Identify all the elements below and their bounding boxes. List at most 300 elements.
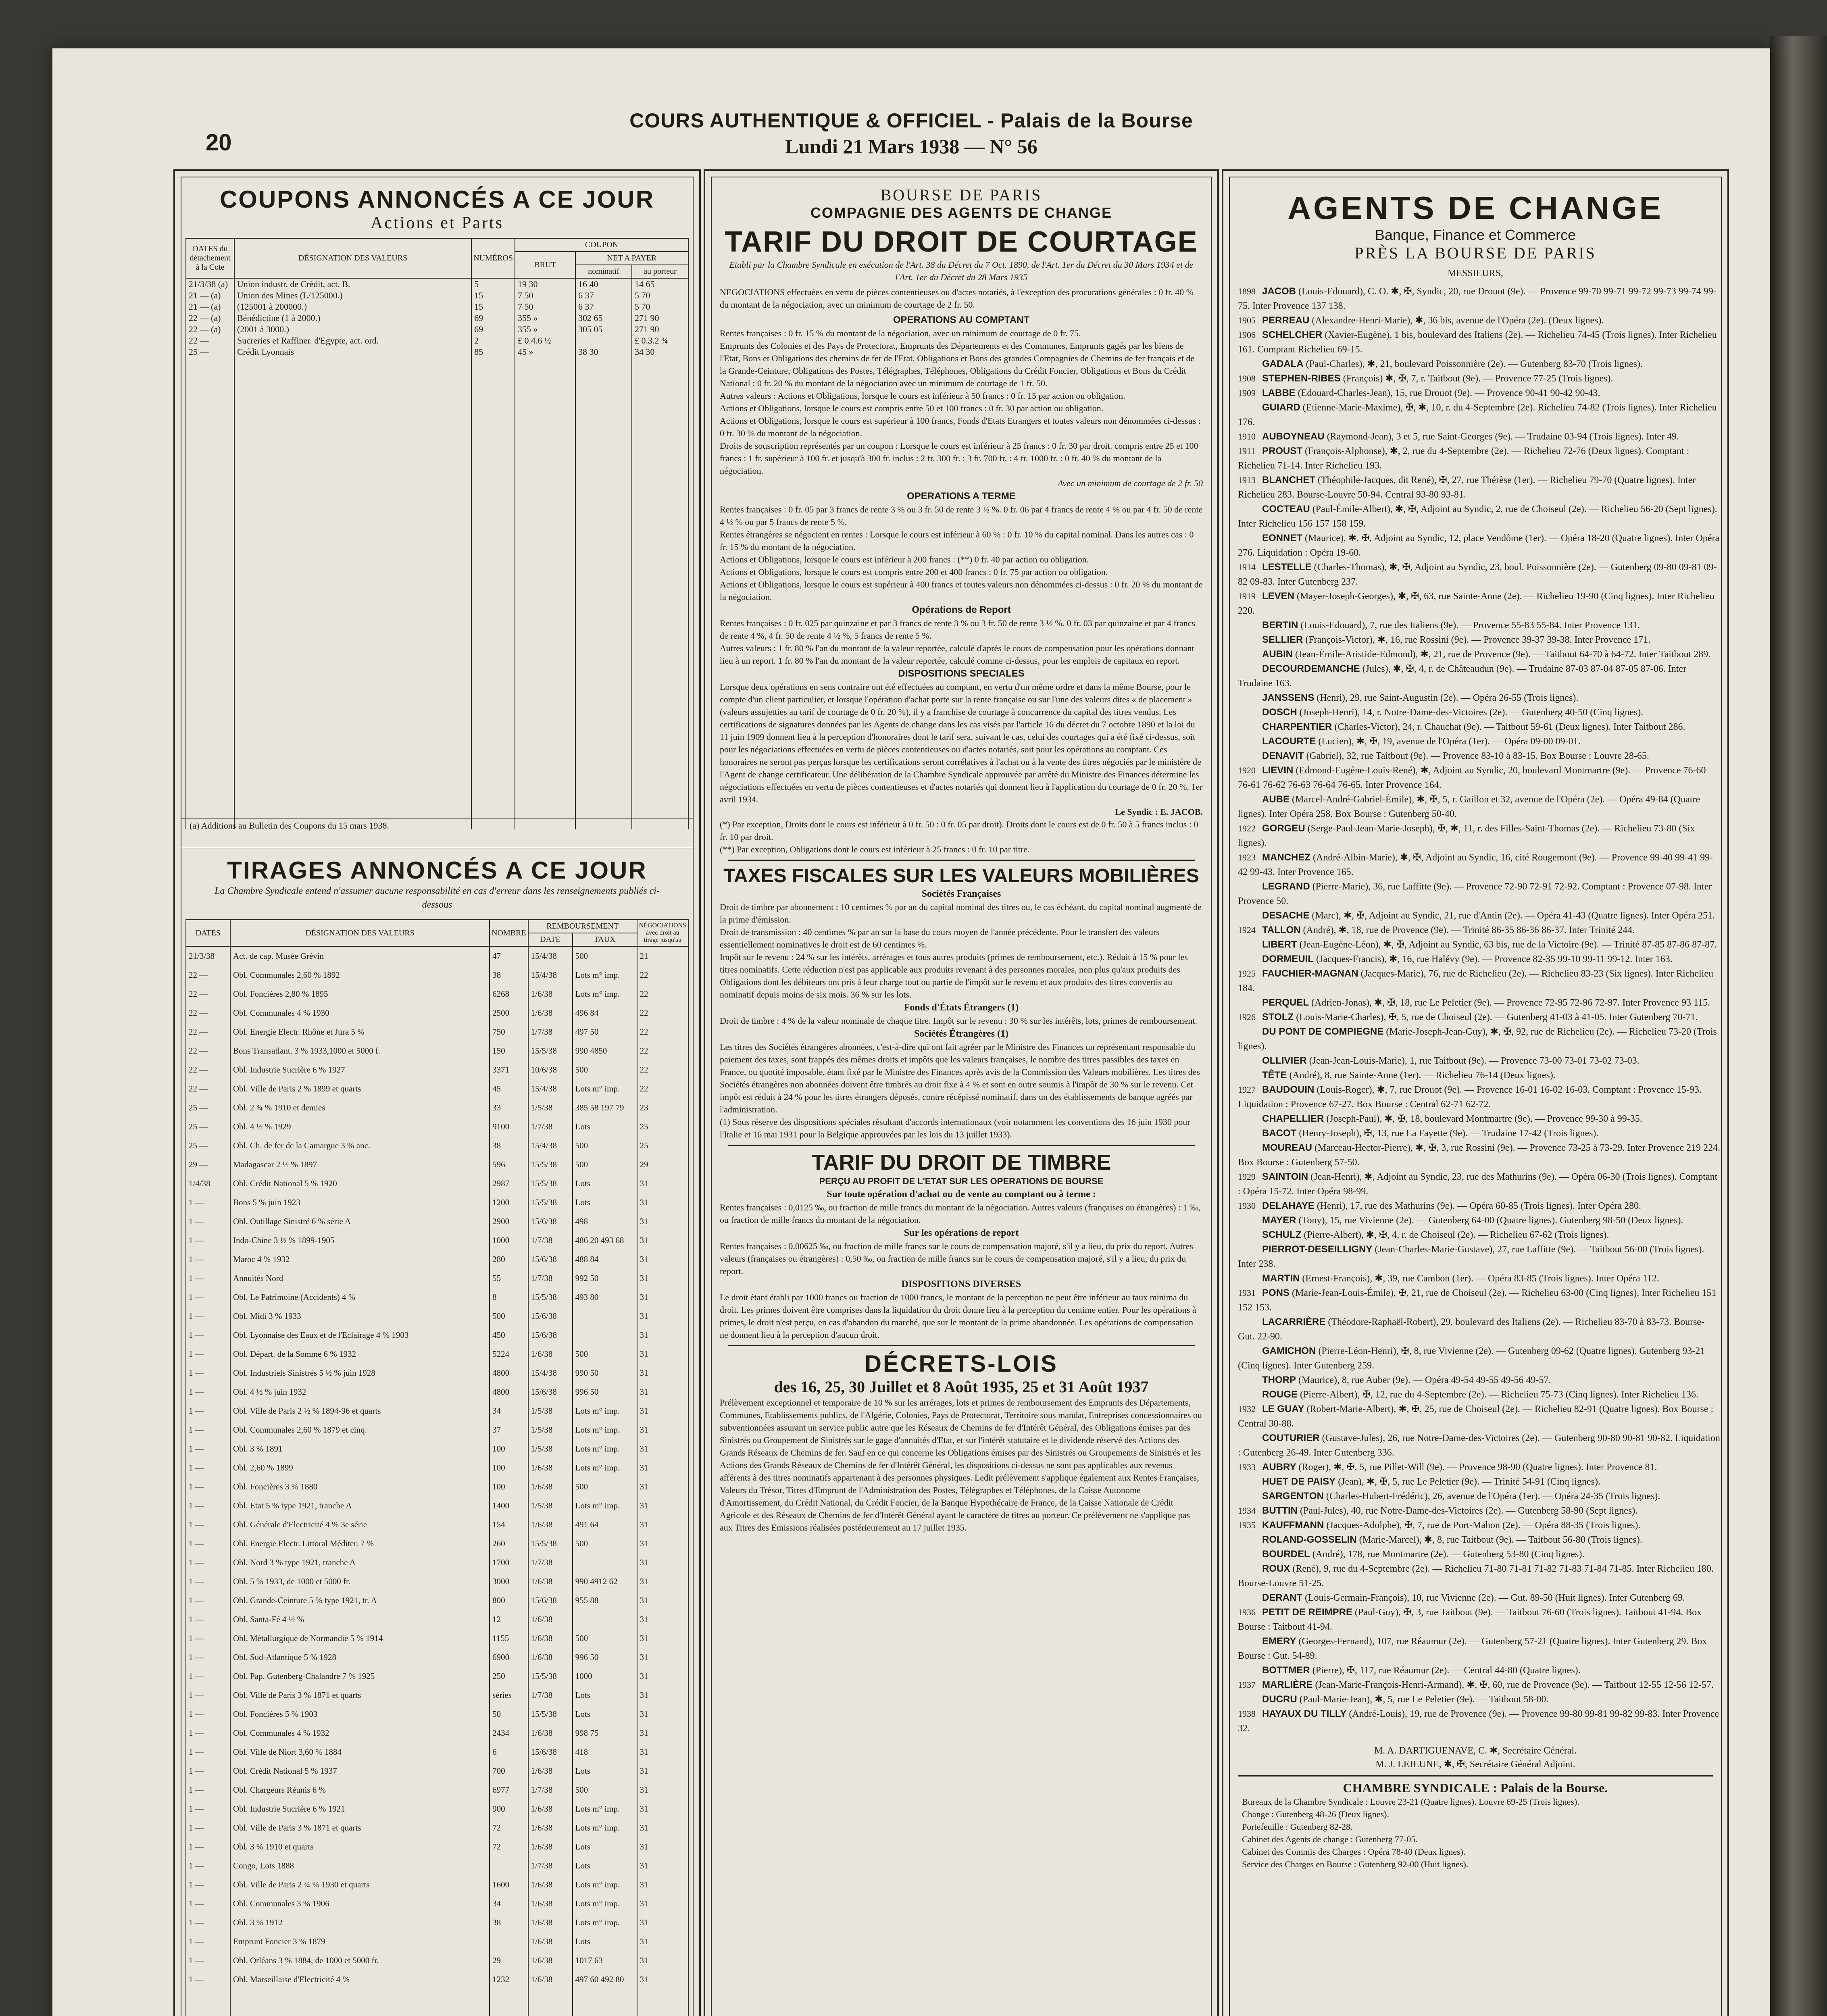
agent-name: PETIT DE REIMPRE — [1262, 1607, 1353, 1618]
agent-entry — [1230, 328, 1721, 357]
tirage-cell-name: Obl. Départ. de la Somme 6 % 1932 — [230, 1345, 490, 1364]
agent-entry — [1230, 1010, 1721, 1025]
tirage-cell-x: 31 — [637, 1420, 688, 1439]
tirage-cell-t: Lots m° imp. — [573, 1875, 637, 1894]
tirage-cell-n: 34 — [490, 1894, 528, 1913]
tirage-cell-x: 31 — [637, 1439, 688, 1458]
agent-entry — [1230, 560, 1721, 589]
tirage-cell-d: 1/7/38 — [528, 1231, 573, 1250]
tirage-cell-t: Lots — [573, 1117, 637, 1136]
agent-entry — [1230, 284, 1721, 313]
tirage-cell-date: 1 — — [186, 1553, 230, 1572]
h-etr: Sociétés Étrangères (1) — [914, 1029, 1009, 1039]
tirage-cell-n: 47 — [490, 946, 528, 966]
tirage-cell-name: Obl. Ville de Paris 3 % 1871 et quarts — [230, 1818, 490, 1837]
tirage-cell-t: 1017 63 — [573, 1951, 637, 1970]
agent-name: MARLIÈRE — [1262, 1679, 1313, 1690]
tirage-cell-n: 6268 — [490, 985, 528, 1004]
tirage-cell-name: Obl. Sud-Atlantique 5 % 1928 — [230, 1648, 490, 1667]
tirage-cell-name: Obl. Nord 3 % type 1921, tranche A — [230, 1553, 490, 1572]
coupon-cell-port: 5 70 — [632, 290, 688, 301]
coupons-title: COUPONS ANNONCÉS A CE JOUR — [219, 186, 655, 213]
agent-details: (Edouard-Charles-Jean), 15, rue Drouot (9e). — Provence 90-41 90-42 90-43. — [1295, 388, 1600, 398]
agent-name: GADALA — [1262, 358, 1304, 369]
agent-entry — [1230, 589, 1721, 618]
tirage-row — [186, 1364, 688, 1383]
tirage-cell-d: 1/5/38 — [528, 1402, 573, 1420]
tirage-cell-t: Lots m° imp. — [573, 1799, 637, 1818]
agent-details: (Robert-Marie-Albert), ✱, ✠, 25, rue de Choiseul (2e). — Richelieu 82-91 (Quatre lignes). Box Bourse : Central 30-88. — [1238, 1404, 1714, 1429]
tirage-cell-t: Lots m° imp. — [573, 1818, 637, 1837]
tirage-cell-x: 31 — [637, 1496, 688, 1515]
tirage-cell-date: 1 — — [186, 1629, 230, 1648]
tirage-cell-x: 31 — [637, 1591, 688, 1610]
agent-name: GAMICHON — [1262, 1345, 1316, 1356]
agent-details: (Etienne-Marie-Maxime), ✠, ✱, 10, r. du 4-Septembre (2e). Richelieu 74-82 (Trois lignes). Inter Richelieu 176. — [1238, 402, 1717, 427]
agent-name: SAINTOIN — [1262, 1171, 1308, 1182]
tirage-cell-d: 1/7/38 — [528, 1781, 573, 1799]
agent-details: (Jean), ✱, ✠, 5, rue Le Peletier (9e). — Trinité 54-91 (Cinq lignes). — [1335, 1477, 1601, 1487]
tirage-cell-d: 1/6/38 — [528, 1458, 573, 1477]
taxes-etr: Les titres des Sociétés étrangères abonnées, c'est-à-dire qui ont fait agréer par le Ministre des Finances un représentant responsable du paiement des taxes, sont frappés des mêmes droits et impôts que les valeurs françaises, le nombre des titres passibles des taxes en France, ou quotité imposable, étant fixé par le Ministre des Finances après avis de la Commission des Valeurs mobilières. Les titres des Sociétés étrangères non abonnées doivent être timbrés au droit fixe à 4 % et sont en outre soumis à l'impôt de 30 % sur le revenu. Cet impôt est réduit à 24 % pour les titres étrangers déposés, contre récépissé nominatif, dans un des établissements de banque agréés par l'administration. — [720, 1042, 1200, 1114]
tirage-cell-name: Obl. Générale d'Electricité 4 % 3e série — [230, 1515, 490, 1534]
tirage-cell-name: Obl. Crédit National 5 % 1937 — [230, 1762, 490, 1781]
agent-name: SCHULZ — [1262, 1229, 1302, 1240]
agent-year: 1925 — [1238, 968, 1256, 979]
tirage-cell-t: 488 84 — [573, 1250, 637, 1269]
coupon-rows — [186, 278, 688, 829]
agent-details: (Marc), ✱, ✠, Adjoint au Syndic, 21, rue d'Antin (2e). — Opéra 41-43 (Quatre lignes). Inter Opéra 251. — [1309, 910, 1715, 921]
tirage-cell-x: 22 — [637, 966, 688, 985]
tirage-cell-name: Bons 5 % juin 1923 — [230, 1193, 490, 1212]
tirage-cell-n: 72 — [490, 1837, 528, 1856]
coupon-cell-nom: 302 65 — [575, 312, 632, 324]
tirage-cell-date: 22 — — [186, 1023, 230, 1041]
tirage-cell-date: 1 — — [186, 1515, 230, 1534]
agent-name: LEGRAND — [1262, 881, 1310, 892]
tirage-cell-x: 31 — [637, 1269, 688, 1288]
tirage-row — [186, 1894, 688, 1913]
agent-entry — [1230, 1591, 1721, 1605]
tirage-cell-name: Obl. Outillage Sinistré 6 % série A — [230, 1212, 490, 1231]
tirage-cell-date: 21/3/38 — [186, 946, 230, 966]
coupon-cell-name: Union industr. de Crédit, act. B. — [234, 278, 471, 290]
tirage-cell-x: 31 — [637, 1913, 688, 1932]
tirage-row — [186, 1818, 688, 1837]
tirage-row — [186, 1250, 688, 1269]
tirage-cell-date: 1 — — [186, 1288, 230, 1307]
agent-name: SELLIER — [1262, 634, 1303, 645]
tirage-cell-date: 22 — — [186, 985, 230, 1004]
tirage-cell-n: 2500 — [490, 1004, 528, 1023]
agent-entry — [1230, 966, 1721, 996]
agent-entry — [1230, 1141, 1721, 1170]
agent-name: HUET DE PAISY — [1262, 1476, 1336, 1487]
tirage-cell-d: 1/6/38 — [528, 1515, 573, 1534]
agent-name: BLANCHET — [1262, 475, 1315, 485]
tirage-cell-n: 2900 — [490, 1212, 528, 1231]
tirage-cell-n — [490, 1932, 528, 1951]
agent-details: (Xavier-Eugène), 1 bis, boulevard des Italiens (2e). — Richelieu 74-45 (Trois lignes). Inter Richelieu 161. Comptant Richelieu 69-15. — [1238, 330, 1717, 355]
tirage-cell-date: 1 — — [186, 1439, 230, 1458]
agent-name: BOTTMER — [1262, 1665, 1310, 1676]
tirage-cell-n: 1400 — [490, 1496, 528, 1515]
coupon-cell-brut: 355 » — [515, 324, 575, 335]
agent-name: BACOT — [1262, 1128, 1297, 1139]
tirage-row — [186, 1875, 688, 1894]
tirage-cell-x: 31 — [637, 1724, 688, 1743]
fn2: (**) Par exception, Obligations dont le cours est inférieur à 25 francs : 0 fr. 10 par titre. — [720, 844, 1030, 854]
tirage-cell-t: Lots m° imp. — [573, 1894, 637, 1913]
agent-name: DOSCH — [1262, 707, 1297, 718]
tirage-cell-t: Lots — [573, 1837, 637, 1856]
tirage-cell-n: 6977 — [490, 1781, 528, 1799]
tirage-cell-d: 1/6/38 — [528, 1648, 573, 1667]
agent-details: (Maurice), 8, rue Auber (9e). — Opéra 49-54 49-55 49-56 49-57. — [1296, 1375, 1551, 1385]
tirage-cell-t: 493 80 — [573, 1288, 637, 1307]
agent-entry — [1230, 691, 1721, 705]
tirage-cell-name: Obl. Foncières 3 % 1880 — [230, 1477, 490, 1496]
coupon-cell-name: (125001 à 200000.) — [234, 301, 471, 312]
tirage-cell-x: 21 — [637, 946, 688, 966]
agent-year: 1924 — [1238, 925, 1256, 935]
tirage-cell-date: 25 — — [186, 1117, 230, 1136]
tirage-cell-n: 4800 — [490, 1383, 528, 1402]
col-brut: BRUT — [515, 252, 575, 278]
agent-name: DECOURDEMANCHE — [1262, 663, 1360, 674]
timbre-subtitle: PERÇU AU PROFIT DE L'ETAT SUR LES OPERATIONS DE BOURSE — [819, 1176, 1104, 1186]
coupon-cell-date: 21 — (a) — [186, 290, 234, 301]
tirage-cell-d: 15/4/38 — [528, 966, 573, 985]
agent-name: AUBOYNEAU — [1262, 431, 1325, 442]
tirage-cell-x: 31 — [637, 1894, 688, 1913]
agent-name: DENAVIT — [1262, 750, 1304, 761]
tirage-cell-t: Lots m° imp. — [573, 1913, 637, 1932]
coupon-row — [186, 346, 688, 358]
comptant-item: Autres valeurs : Actions et Obligations, lorsque le cours est inférieur à 50 francs : 0 fr. 15 par action ou obligation. — [720, 391, 1125, 401]
tirage-row — [186, 1117, 688, 1136]
agent-name: AUBRY — [1262, 1462, 1296, 1472]
chambre-title: CHAMBRE SYNDICALE : Palais de la Bourse. — [1343, 1781, 1608, 1795]
spec-text: Lorsque deux opérations en sens contraire ont été effectuées au comptant, en vertu d'un même ordre et dans la même Bourse, pour le compte d'un client particulier, et lorsque l'opération d'achat porte sur la rente française ou sur l'une des valeurs dites « de placement » (valeurs assujetties au tarif de courtage de 0 fr. 20 %), il y a franchise de courtage à concurrence du capital des titres vendus. Les certifications de signatures données par les Agents de change dans les cas visés par l'article 16 du décret du 7 octobre 1890 et la loi du 11 juin 1909 donnent lieu à la perception d'honoraires dont le tarif sera, suivant le cas, celui des courtages qui a été fixé ci-dessus, soit pour les négociations effectuées en vertu de pièces contentieuses ou d'actes notariés, soit pour les opérations au comptant. Ces honoraires ne seront pas perçus lorsque les certifications seront corrélatives à l'achat ou à la vente des titres négociés par le ministère de l'Agent de change certificateur. Une délibération de la Chambre Syndicale approuvée par arrêté du Ministre des Finances détermine les négociations effectuées en vertu de pièces contentieuses et d'actes notariés qui donnent lieu à l'application du courtage de 0 fr. 20 %. 1er avril 1934. — [720, 682, 1203, 804]
tirage-row — [186, 1079, 688, 1098]
coupon-cell-brut: £ 0.4.6 ½ — [515, 335, 575, 346]
agent-year: 1922 — [1238, 823, 1256, 833]
agent-details: (André-Louis), 19, rue de Provence (9e). — Provence 99-80 99-81 99-82 99-83. Inter Provence 32. — [1238, 1709, 1719, 1734]
agent-name: SARGENTON — [1262, 1491, 1324, 1502]
col-numeros: NUMÉROS — [471, 238, 515, 278]
tirage-cell-t: 996 50 — [573, 1383, 637, 1402]
agent-year: 1920 — [1238, 765, 1256, 775]
tirage-cell-x: 31 — [637, 1402, 688, 1420]
tirage-cell-date: 1 — — [186, 1383, 230, 1402]
tirage-empty-cell — [637, 1989, 688, 2016]
coupon-cell-num: 5 — [471, 278, 515, 290]
agent-name: PERQUEL — [1262, 997, 1309, 1008]
tirage-cell-name: Obl. Communales 4 % 1930 — [230, 1004, 490, 1023]
tirage-cell-name: Obl. Industrie Sucrière 6 % 1927 — [230, 1060, 490, 1079]
tirage-cell-d: 1/7/38 — [528, 1856, 573, 1875]
tirage-row — [186, 1913, 688, 1932]
tirage-cell-date: 1 — — [186, 1326, 230, 1345]
tirage-cell-x: 31 — [637, 1477, 688, 1496]
courtage-neg: NEGOCIATIONS effectuées en vertu de pièces contentieuses ou d'actes notariés, à l'exception des procurations générales : 0 fr. 40 % du montant de la négociation, avec un minimum de courtage de 2 fr. 50. — [720, 287, 1194, 310]
tirage-cell-d: 1/5/38 — [528, 1439, 573, 1458]
agent-name: ROUX — [1262, 1563, 1290, 1574]
tirage-cell-date: 1 — — [186, 1705, 230, 1724]
agent-entry — [1230, 1213, 1721, 1228]
tirage-cell-name: Obl. 3 % 1910 et quarts — [230, 1837, 490, 1856]
coupon-cell-nom: 6 37 — [575, 301, 632, 312]
tirages-subtitle: La Chambre Syndicale entend n'assumer aucune responsabilité en cas d'erreur dans les renseignements publiés ci-dessous — [215, 886, 660, 910]
tirage-cell-t — [573, 1307, 637, 1326]
coupon-cell-name: Crédit Lyonnais — [234, 346, 471, 358]
agents-messieurs: MESSIEURS, — [1447, 268, 1504, 279]
fn1: (*) Par exception, Droits dont le cours est inférieur à 0 fr. 50 : 0 fr. 05 par droit). Droits dont le cours est de 0 fr. 50 à 5 francs inclus : 0 fr. 10 par droit. — [720, 819, 1198, 842]
agent-details: (Paul-Émile-Albert), ✱, ✠, Adjoint au Syndic, 2, rue de Choiseul (2e). — Richelieu 56-20 (Sept lignes). Inter Richelieu 156 157 158 159. — [1238, 504, 1717, 529]
tirage-cell-d: 15/6/38 — [528, 1326, 573, 1345]
agent-details: (Ernest-François), ✱, 39, rue Cambon (1er). — Opéra 83-85 (Trois lignes). Inter Opéra 112. — [1300, 1273, 1659, 1284]
agent-details: (Louis-Roger), ✱, 7, rue Drouot (9e). — Provence 16-01 16-02 16-03. Comptant : Provence 15-93. Liquidation : Provence 67-27. Box Bourse : Central 62-71 62-72. — [1238, 1085, 1702, 1110]
agent-year: 1933 — [1238, 1462, 1256, 1472]
tirage-cell-n: 45 — [490, 1079, 528, 1098]
tirage-cell-t: 998 75 — [573, 1724, 637, 1743]
agent-name: DELAHAYE — [1262, 1200, 1315, 1211]
tirage-cell-d: 1/7/38 — [528, 1023, 573, 1041]
agent-details: (Mayer-Joseph-Georges), ✱, ✠, 63, rue Sainte-Anne (2e). — Richelieu 19-90 (Cinq lignes). Inter Richelieu 220. — [1238, 591, 1715, 616]
agent-entry — [1230, 763, 1721, 792]
coupon-row — [186, 290, 688, 301]
courtage-org: COMPAGNIE DES AGENTS DE CHANGE — [810, 204, 1112, 221]
agent-entry — [1230, 1344, 1721, 1373]
tirage-cell-date: 29 — — [186, 1155, 230, 1174]
tirage-cell-n: 154 — [490, 1515, 528, 1534]
tirage-row — [186, 1572, 688, 1591]
tirages-title: TIRAGES ANNONCÉS A CE JOUR — [227, 857, 647, 884]
tirage-cell-d: 1/5/38 — [528, 1098, 573, 1117]
agent-name: CHARPENTIER — [1262, 721, 1332, 732]
taxes-fr-item: Droit de timbre par abonnement : 10 centimes % par an du capital nominal des titres ou, le cas échéant, du capital nominal augmenté de la prime d'émission. — [720, 902, 1202, 925]
report-item: Autres valeurs : 1 fr. 80 % l'an du montant de la valeur reportée, calculé d'après le cours de compensation pour les opérations donnant lieu à un report. 1 fr. 80 % l'an du montant de la valeur reportée, calculé comme ci-dessus, pour les emplois de capitaux en report. — [720, 643, 1194, 666]
agent-year: 1911 — [1238, 446, 1256, 456]
tirage-cell-x: 31 — [637, 1781, 688, 1799]
agent-details: (Pierre-Albert), ✱, ✠, 4, r. de Choiseul (2e). — Richelieu 67-62 (Trois lignes). — [1301, 1230, 1609, 1240]
tirage-cell-t: 497 60 492 80 — [573, 1970, 637, 1989]
tirage-cell-n: 1200 — [490, 1193, 528, 1212]
coupon-empty-cell — [515, 358, 575, 829]
taxes-fr-list — [720, 901, 1203, 1001]
tirage-cell-n: 4800 — [490, 1364, 528, 1383]
tirage-cell-date: 1 — — [186, 1648, 230, 1667]
tirage-row — [186, 1515, 688, 1534]
tirage-cell-d: 1/6/38 — [528, 1477, 573, 1496]
tirage-cell-date: 1 — — [186, 1477, 230, 1496]
tirage-cell-x: 31 — [637, 1572, 688, 1591]
tirage-cell-x: 31 — [637, 1515, 688, 1534]
agent-details: (Pierre-Marie), 36, rue Laffitte (9e). — Provence 72-90 72-91 72-92. Comptant : Provence 07-98. Inter Provence 50. — [1238, 881, 1712, 906]
tirage-cell-t — [573, 1610, 637, 1629]
agent-details: (Théodore-Raphaël-Robert), 29, boulevard des Italiens (2e). — Richelieu 83-70 à 83-73. Bourse-Gut. 22-90. — [1238, 1317, 1705, 1342]
coupon-cell-nom: 16 40 — [575, 278, 632, 290]
tirage-cell-x: 31 — [637, 1970, 688, 1989]
tirage-cell-n: séries — [490, 1686, 528, 1705]
tirage-row — [186, 1856, 688, 1875]
tirage-cell-name: Congo, Lots 1888 — [230, 1856, 490, 1875]
taxes-fr-item: Droit de transmission : 40 centimes % par an sur la base du cours moyen de l'année précédente. Pour le transfert des valeurs essentiellement nominatives le droit est de 60 centimes %. — [720, 927, 1160, 950]
tirage-cell-name: Obl. Santa-Fé 4 ½ % — [230, 1610, 490, 1629]
comptant-item: Actions et Obligations, lorsque le cours est compris entre 50 et 100 francs : 0 fr. 30 par action ou obligation. — [720, 403, 1104, 413]
coupon-cell-num: 69 — [471, 324, 515, 335]
tirage-cell-d: 15/4/38 — [528, 1136, 573, 1155]
agent-details: (Georges-Fernand), 107, rue Réaumur (2e). — Gutenberg 57-21 (Quatre lignes). Inter Gutenberg 29. Box Bourse : Gut. 54-89. — [1238, 1636, 1707, 1661]
agent-details: (Charles-Victor), 24, r. Chauchat (9e). — Taitbout 59-61 (Deux lignes). Inter Taitbout 286. — [1332, 722, 1685, 732]
tirage-cell-x: 22 — [637, 1023, 688, 1041]
middle-column-inner — [711, 177, 1212, 2016]
tirage-cell-date: 1 — — [186, 1534, 230, 1553]
courtage-kicker: BOURSE DE PARIS — [880, 186, 1042, 204]
tirage-cell-x: 31 — [637, 1837, 688, 1856]
tirage-cell-name: Obl. Energie Electr. Rhône et Jura 5 % — [230, 1023, 490, 1041]
min-note: Avec un minimum de courtage de 2 fr. 50 — [1058, 478, 1203, 488]
tirage-empty-cell — [573, 1989, 637, 2016]
agent-name: DESACHE — [1262, 910, 1310, 921]
tirage-cell-t: 500 — [573, 1477, 637, 1496]
agent-entry — [1230, 821, 1721, 850]
tirage-row — [186, 1420, 688, 1439]
tirage-cell-n: 50 — [490, 1705, 528, 1724]
tirage-cell-name: Act. de cap. Musée Grévin — [230, 946, 490, 966]
coupon-cell-num: 85 — [471, 346, 515, 358]
agent-year: 1898 — [1238, 286, 1256, 296]
tirage-cell-x: 31 — [637, 1288, 688, 1307]
agent-entry — [1230, 1707, 1721, 1736]
tirage-cell-n: 700 — [490, 1762, 528, 1781]
agent-entry — [1230, 1547, 1721, 1562]
tirage-cell-t: Lots m° imp. — [573, 966, 637, 985]
tirage-cell-d: 1/7/38 — [528, 1269, 573, 1288]
tirage-cell-date: 1 — — [186, 1420, 230, 1439]
tirage-cell-t: 498 — [573, 1212, 637, 1231]
agent-entry — [1230, 1402, 1721, 1431]
agent-details: (Tony), 15, rue Vivienne (2e). — Gutenberg 64-00 (Quatre lignes). Gutenberg 98-50 (Deux lignes). — [1296, 1215, 1683, 1226]
taxes-fr-item: Impôt sur le revenu : 24 % sur les intérêts, arrérages et tous autres produits (primes de remboursement, etc.). Réduit à 15 % pour les titres nominatifs. Cette réduction n'est pas applicable aux produits revenant à des personnes morales, non plus qu'aux produits des Obligations dont les débiteurs ont pris à leur charge tout ou partie de l'impôt sur le revenu et aux produits des titres convertis au nominatif depuis moins de six mois. 36 % sur les lots. — [720, 952, 1188, 1000]
agent-year: 1914 — [1238, 562, 1256, 572]
agent-name: CHAPELLIER — [1262, 1113, 1324, 1124]
tirage-row — [186, 1932, 688, 1951]
decrets-subtitle: des 16, 25, 30 Juillet et 8 Août 1935, 25 et 31 Août 1937 — [774, 1378, 1149, 1396]
agent-entry — [1230, 792, 1721, 821]
agent-details: (Marceau-Hector-Pierre), ✱, ✠, 3, rue Rossini (9e). — Provence 73-25 à 73-29. Inter Provence 219 224. Box Bourse : Gutenberg 57-50. — [1238, 1143, 1721, 1168]
taxes-fn: (1) Sous réserve des dispositions spéciales résultant d'accords internationaux (voir notamment les conventions des 16 juin 1930 pour l'Italie et 16 mai 1931 pour la Belgique approuvées par les lois du 13 juillet 1933). — [720, 1117, 1190, 1139]
agents-list — [1230, 284, 1721, 1736]
tirage-cell-t: 500 — [573, 1060, 637, 1079]
tirage-cell-n: 72 — [490, 1818, 528, 1837]
agent-name: SCHELCHER — [1262, 329, 1323, 340]
tirage-cell-name: Obl. Le Patrimoine (Accidents) 4 % — [230, 1288, 490, 1307]
agent-details: (Joseph-Paul), ✱, ✠, 18, boulevard Montmartre (9e). — Provence 99-30 à 99-35. — [1324, 1114, 1642, 1124]
agent-details: (Jean-Émile-Aristide-Edmond), ✱, 21, rue de Provence (9e). — Taitbout 64-70 à 64-72. Inter Taitbout 289. — [1293, 649, 1711, 660]
agent-details: (Pierre), ✠, 117, rue Réaumur (2e). — Central 44-80 (Quatre lignes). — [1310, 1665, 1581, 1676]
tirage-cell-d: 15/5/38 — [528, 1705, 573, 1724]
agent-entry — [1230, 720, 1721, 734]
chambre-lines — [1230, 1795, 1721, 1870]
terme-item: Actions et Obligations, lorsque le cours est supérieur à 400 francs et toutes valeurs non dénommées ci-dessus : 0 fr. 20 % du montant de la négociation. — [720, 579, 1203, 602]
tirage-cell-x: 29 — [637, 1155, 688, 1174]
tirage-cell-t: 500 — [573, 1155, 637, 1174]
report-item: Rentes françaises : 0 fr. 025 par quinzaine et par 3 francs de rente 3 % ou 3 fr. 50 de rente 3 ½ %. 0 fr. 03 par quinzaine et par 4 francs de rente 4 %, 4 fr. 50 de rente 4 ½ %, 5 francs de rente 5 %. — [720, 618, 1196, 641]
tirage-cell-date: 1 — — [186, 1724, 230, 1743]
tirage-cell-x: 31 — [637, 1856, 688, 1875]
tirage-cell-d: 15/4/38 — [528, 946, 573, 966]
tirage-cell-d: 1/6/38 — [528, 1837, 573, 1856]
masthead-date: Lundi 21 Mars 1938 — N° 56 — [785, 135, 1037, 158]
agents-sub2: PRÈS LA BOURSE DE PARIS — [1354, 244, 1596, 262]
agent-entry — [1230, 633, 1721, 647]
agent-details: (Paul-Jules), 40, rue Notre-Dame-des-Victoires (2e). — Gutenberg 58-90 (Sept lignes). — [1297, 1506, 1638, 1516]
timbre-h3: DISPOSITIONS DIVERSES — [901, 1279, 1021, 1289]
tirage-cell-x: 31 — [637, 1193, 688, 1212]
comptant-item: Droits de souscription représentés par un coupon : Lorsque le cours est inférieur à 25 francs : 0 fr. 30 par droit. compris entre 25 et 100 francs : 1 fr. supérieur à 100 fr. et jusqu'à 300 fr. inclus : 2 fr. 300 fr. : 3 fr. 700 fr. : 4 fr. 1000 fr. : 0 fr. 40 % du montant de la négociation. — [720, 441, 1198, 476]
tirage-row — [186, 1326, 688, 1345]
tirage-cell-d: 1/6/38 — [528, 1932, 573, 1951]
chambre-line: Change : Gutenberg 48-26 (Deux lignes). — [1242, 1809, 1389, 1819]
agent-year: 1910 — [1238, 431, 1256, 442]
tirage-empty-cell — [490, 1989, 528, 2016]
tirage-row — [186, 1951, 688, 1970]
tirage-cell-name: Indo-Chine 3 ½ % 1899-1905 — [230, 1231, 490, 1250]
tirage-cell-date: 1 — — [186, 1951, 230, 1970]
tirage-cell-t: 496 84 — [573, 1004, 637, 1023]
agent-details: (Louis-Germain-François), 10, rue Vivienne (2e). — Gut. 89-50 (Huit lignes). Inter Gutenberg 69. — [1302, 1593, 1685, 1603]
tirage-cell-t: 385 58 197 79 — [573, 1098, 637, 1117]
agent-details: (Paul-Charles), ✱, 21, boulevard Poissonnière (2e). — Gutenberg 83-70 (Trois lignes). — [1303, 359, 1643, 369]
tirage-cell-date: 22 — — [186, 966, 230, 985]
taxes-title: TAXES FISCALES SUR LES VALEURS MOBILIÈRES — [723, 865, 1199, 887]
agent-entry — [1230, 1692, 1721, 1707]
tirage-cell-x: 31 — [637, 1686, 688, 1705]
timbre-t2: Rentes françaises : 0,00625 ‰, ou fraction de mille francs sur le cours de compensation majoré, s'il y a lieu, du prix du report. Autres valeurs (françaises ou étrangères) : 0,50 ‰, ou fraction de mille francs sur le cours de compensation majoré, s'il y a lieu, du prix du report. — [720, 1241, 1193, 1276]
tirage-cell-name: Obl. Communales 3 % 1906 — [230, 1894, 490, 1913]
tirage-cell-d: 1/6/38 — [528, 1951, 573, 1970]
tirage-cell-n: 55 — [490, 1269, 528, 1288]
tirage-cell-x: 22 — [637, 1060, 688, 1079]
tirage-row — [186, 985, 688, 1004]
agent-details: (Pierre-Léon-Henri), ✠, 8, rue Vivienne (2e). — Gutenberg 09-62 (Quatre lignes). Gutenberg 93-21 (Cinq lignes). Inter Gutenberg 259. — [1238, 1346, 1705, 1371]
tirage-row — [186, 1439, 688, 1458]
tirage-cell-t: Lots — [573, 1762, 637, 1781]
chambre-line: Cabinet des Agents de change : Gutenberg 77-05. — [1242, 1834, 1418, 1844]
agent-details: (Louis-Edouard), C. O. ✱, ✠, Syndic, 20, rue Drouot (9e). — Provence 99-70 99-71 99-72 99-73 99-74 99-75. Inter Provence 137 138. — [1238, 286, 1717, 311]
tirage-cell-name: Obl. 4 ½ % juin 1932 — [230, 1383, 490, 1402]
tirage-cell-t: 486 20 493 68 — [573, 1231, 637, 1250]
agent-entry — [1230, 1533, 1721, 1547]
coupon-cell-name: Sucreries et Raffiner. d'Egypte, act. ord. — [234, 335, 471, 346]
tirage-cell-date: 1 — — [186, 1193, 230, 1212]
tirage-row — [186, 1402, 688, 1420]
agent-name: KAUFFMANN — [1262, 1520, 1324, 1531]
decrets-text: Prélèvement exceptionnel et temporaire de 10 % sur les arrérages, lots et primes de remboursement des Emprunts des Départements, Communes, Etablissements publics, de l'Algérie, Colonies, Pays de Protectorat, Territoire sous mandat, Entreprises concessionnaires ou subventionnées assurant un service public autre que les Réseaux de Chemins de fer d'Intérêt Général, des Obligations émises par des Sinistrés ou Groupement de Sinistrés sur le gage d'annuités d'Etat, et sur l'intérêt statutaire et le dividende réservé des Actions des Grands Réseaux de Chemins de fer. Sauf en ce qui concerne les Obligations émises par des Sinistrés ou Groupements de Sinistrés et les Actions des Grands Réseaux de Chemins de fer d'Intérêt Général, les dispositions ci-dessus ne sont pas applicables aux revenus afférents à des titres nominatifs appartenant à des personnes physiques. Ledit prélèvement s'applique également aux Rentes Françaises, Valeurs du Trésor, Titres d'Emprunt de l'Administration des Postes, Télégraphes et Téléphones, de la Caisse Autonome d'Amortissement, du Crédit National, du Crédit Foncier, de la Banque Hypothécaire de France, de la Caisse Nationale de Crédit Agricole et des Réseaux de Chemins de fer d'Intérêt Général ayant le caractère de titres au porteur. Ce prélèvement ne s'applique pas aux Titres des Emissions réalisées postérieurement au 17 juillet 1935. — [720, 1397, 1202, 1533]
tirage-cell-d: 1/6/38 — [528, 1799, 573, 1818]
tirage-cell-t: 500 — [573, 1345, 637, 1364]
agent-name: EONNET — [1262, 533, 1303, 544]
tirage-cell-name: Obl. Chargeurs Réunis 6 % — [230, 1781, 490, 1799]
tirage-cell-name: Obl. Métallurgique de Normandie 5 % 1914 — [230, 1629, 490, 1648]
tirage-cell-date: 1 — — [186, 1856, 230, 1875]
agent-name: MAYER — [1262, 1215, 1296, 1226]
tirage-row — [186, 1799, 688, 1818]
col-t-date: DATE — [528, 933, 573, 946]
coupon-cell-num: 69 — [471, 312, 515, 324]
